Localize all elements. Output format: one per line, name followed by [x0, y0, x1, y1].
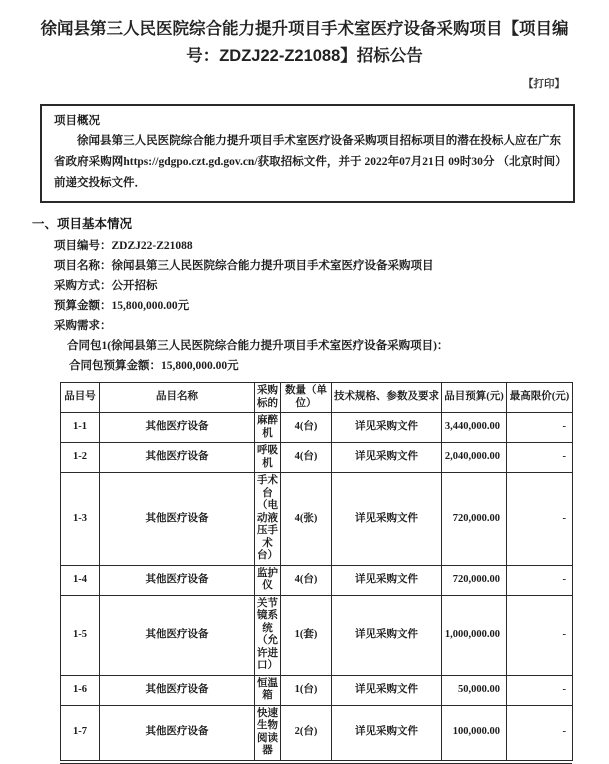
quantity-unit-cell: 2(台)	[281, 705, 332, 760]
header-item-budget: 品目预算(元)	[442, 383, 507, 413]
item-number-cell: 1-1	[61, 413, 100, 443]
quantity-unit-cell: 4(台)	[281, 443, 332, 473]
print-button[interactable]: 【打印】	[523, 78, 565, 90]
basic-info-fields	[0, 236, 609, 336]
contract-budget-value: 15,800,000.00元	[161, 360, 239, 372]
procurement-subject-cell: 麻醉机	[255, 413, 281, 443]
header-item-name: 品目名称	[100, 383, 255, 413]
item-budget-cell: 100,000.00	[442, 705, 507, 760]
table-row	[61, 413, 573, 443]
procurement-subject-cell: 监护仪	[255, 565, 281, 595]
field-value: 公开招标	[111, 280, 158, 292]
header-max-price: 最高限价(元)	[507, 383, 573, 413]
item-name-cell: 其他医疗设备	[100, 595, 255, 675]
overview-heading: 项目概况	[54, 115, 100, 127]
tender-announcement-page	[0, 16, 609, 757]
item-budget-cell: 3,440,000.00	[442, 413, 507, 443]
page-title: 徐闻县第三人民医院综合能力提升项目手术室医疗设备采购项目【项目编号：ZDZJ22-Z21088】招标公告	[40, 20, 569, 65]
header-item-number: 品目号	[61, 383, 100, 413]
field-value: 徐闻县第三人民医院综合能力提升项目手术室医疗设备采购项目	[111, 260, 434, 272]
item-number-cell: 1-6	[61, 675, 100, 705]
procurement-subject-cell: 关节镜系统（允许进口）	[255, 595, 281, 675]
max-price-cell: -	[507, 443, 573, 473]
max-price-cell: -	[507, 413, 573, 443]
field-project-name	[54, 256, 609, 276]
procurement-subject-cell: 呼吸机	[255, 443, 281, 473]
item-name-cell: 其他医疗设备	[100, 473, 255, 566]
max-price-cell: -	[507, 565, 573, 595]
max-price-cell: -	[507, 473, 573, 566]
quantity-unit-cell: 1(台)	[281, 675, 332, 705]
table-row	[61, 443, 573, 473]
item-number-cell: 1-4	[61, 565, 100, 595]
max-price-cell: -	[507, 675, 573, 705]
max-price-cell: -	[507, 705, 573, 760]
field-procurement-requirements	[54, 316, 609, 336]
table-header-row	[61, 383, 573, 413]
procurement-subject-cell: 手术台（电动液压手术台）	[255, 473, 281, 566]
quantity-unit-cell: 4(台)	[281, 565, 332, 595]
table-row	[61, 565, 573, 595]
item-number-cell: 1-5	[61, 595, 100, 675]
field-label: 预算金额：	[54, 300, 112, 312]
tech-specs-cell: 详见采购文件	[332, 413, 442, 443]
contract-budget-label: 合同包预算金额：	[69, 360, 161, 372]
quantity-unit-cell: 1(套)	[281, 595, 332, 675]
item-budget-cell: 720,000.00	[442, 565, 507, 595]
project-overview-box	[40, 104, 575, 203]
tech-specs-cell: 详见采购文件	[332, 675, 442, 705]
header-tech-specs: 技术规格、参数及要求	[332, 383, 442, 413]
field-procurement-method	[54, 276, 609, 296]
item-name-cell: 其他医疗设备	[100, 675, 255, 705]
item-budget-cell: 720,000.00	[442, 473, 507, 566]
header-procurement-subject: 采购标的	[255, 383, 281, 413]
table-row	[61, 705, 573, 760]
field-label: 项目编号：	[54, 240, 112, 252]
item-name-cell: 其他医疗设备	[100, 705, 255, 760]
contract-package-title: 合同包1(徐闻县第三人民医院综合能力提升项目手术室医疗设备采购项目)：	[67, 340, 449, 352]
tech-specs-cell: 详见采购文件	[332, 595, 442, 675]
field-label: 项目名称：	[54, 260, 112, 272]
table-row	[61, 595, 573, 675]
tech-specs-cell: 详见采购文件	[332, 473, 442, 566]
item-budget-cell: 2,040,000.00	[442, 443, 507, 473]
item-name-cell: 其他医疗设备	[100, 443, 255, 473]
field-value: 15,800,000.00元	[111, 300, 190, 312]
quantity-unit-cell: 4(张)	[281, 473, 332, 566]
field-label: 采购需求：	[54, 320, 112, 332]
item-name-cell: 其他医疗设备	[100, 413, 255, 443]
quantity-unit-cell: 4(台)	[281, 413, 332, 443]
overview-body-text: 徐闻县第三人民医院综合能力提升项目手术室医疗设备采购项目招标项目的潜在投标人应在广东省政府采购网https://gdgpo.czt.gd.gov.cn/获取招标文件，并于 2022年07月21日 09时30分 （北京时间）前递交投标文件．	[54, 135, 561, 189]
table-row	[61, 473, 573, 566]
item-budget-cell: 1,000,000.00	[442, 595, 507, 675]
item-number-cell: 1-2	[61, 443, 100, 473]
contract-package-budget	[69, 356, 609, 376]
tech-specs-cell: 详见采购文件	[332, 443, 442, 473]
print-row	[0, 74, 609, 90]
procurement-subject-cell: 快速生物阅读器	[255, 705, 281, 760]
procurement-subject-cell: 恒温箱	[255, 675, 281, 705]
max-price-cell: -	[507, 595, 573, 675]
item-number-cell: 1-7	[61, 705, 100, 760]
table-bottom-double-rule	[60, 763, 572, 764]
header-quantity-unit: 数量（单位）	[281, 383, 332, 413]
section-heading-basic-info: 一、项目基本情况	[32, 217, 133, 231]
tech-specs-cell: 详见采购文件	[332, 565, 442, 595]
field-value: ZDZJ22-Z21088	[111, 240, 193, 252]
item-number-cell: 1-3	[61, 473, 100, 566]
field-project-number	[54, 236, 609, 256]
tech-specs-cell: 详见采购文件	[332, 705, 442, 760]
procurement-items-table	[60, 382, 573, 761]
field-budget-amount	[54, 296, 609, 316]
field-label: 采购方式：	[54, 280, 112, 292]
items-table-body	[61, 413, 573, 761]
item-name-cell: 其他医疗设备	[100, 565, 255, 595]
item-budget-cell: 50,000.00	[442, 675, 507, 705]
table-row	[61, 675, 573, 705]
